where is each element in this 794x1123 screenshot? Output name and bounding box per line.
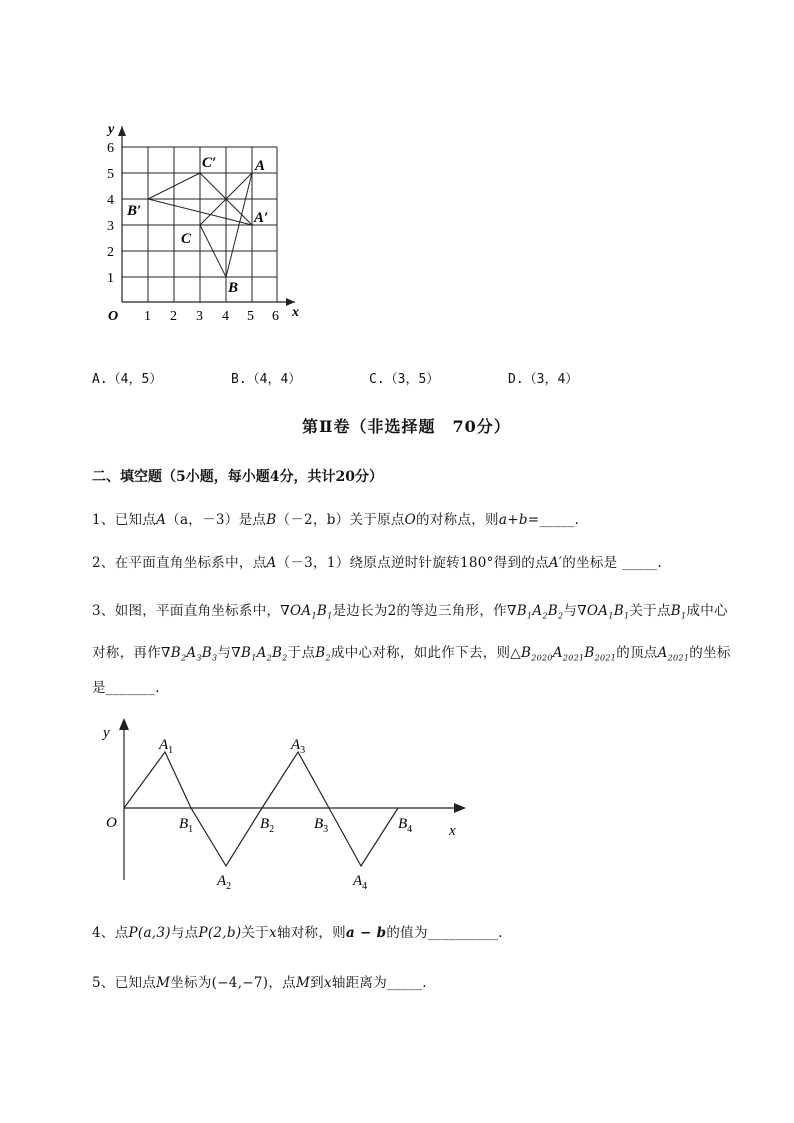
question-2: 2、在平面直角坐标系中，点A（－3，1）绕原点逆时针旋转180°得到的点A′的坐标是 _____. — [92, 555, 662, 571]
label-b4: $B_4$ — [398, 816, 413, 835]
x-tick-1: 1 — [144, 309, 151, 324]
x-tick-3: 3 — [196, 309, 203, 324]
option-a[interactable]: A.（4，5） — [92, 372, 163, 387]
x-axis-label: x — [449, 823, 456, 839]
question-5: 5、已知点M坐标为(−4,−7)，点M到x轴距离为_____. — [92, 975, 427, 991]
y-tick-4: 4 — [107, 193, 114, 208]
x-axis-label: x — [292, 305, 299, 320]
zigzag-line — [124, 752, 398, 866]
y-tick-6: 6 — [107, 141, 114, 156]
option-b[interactable]: B.（4，4） — [231, 372, 302, 387]
x-tick-5: 5 — [247, 309, 254, 324]
origin-label: O — [108, 309, 119, 324]
origin-label: O — [106, 815, 117, 831]
point-label-a-prime: A′ — [254, 210, 269, 226]
point-label-b-prime: B′ — [127, 203, 142, 219]
label-b3: $B_3$ — [314, 816, 329, 835]
question-3-line-3: 是_______. — [92, 680, 160, 696]
part-title: 第Ⅱ卷（非选择题 70分） — [302, 417, 511, 436]
question-3-line-1: 3、如图，平面直角坐标系中，$\nabla OA_1B_1$是边长为2的等边三角形，作$\nabla B_1A_2B_2$与$\nabla OA_1B_1$关于点$B_1$成中心 — [92, 603, 728, 621]
question-1: 1、已知点A（a，－3）是点B（－2，b）关于原点O的对称点，则a+b=_____. — [92, 512, 580, 528]
y-tick-5: 5 — [107, 167, 114, 182]
label-b2: $B_2$ — [260, 816, 275, 835]
label-b1: $B_1$ — [179, 816, 194, 835]
section-title: 二、填空题（5小题，每小题4分，共计20分） — [92, 469, 383, 485]
point-label-c: C — [181, 231, 192, 247]
label-a2: $A_2$ — [217, 873, 232, 892]
y-tick-2: 2 — [107, 245, 114, 260]
x-tick-2: 2 — [170, 309, 177, 324]
y-axis-label: y — [103, 725, 110, 741]
zigzag-figure — [96, 718, 476, 896]
question-3-line-2: 对称，再作$\nabla B_2A_3B_3$与$\nabla B_1A_2B_2$于点$B_2$成中心对称，如此作下去，则$\triangle B_{2020}A_{2021}B_{2021}$的顶点$A_{2021}$的坐标 — [92, 645, 731, 663]
option-d[interactable]: D.（3，4） — [508, 372, 579, 387]
question-4: 4、点P(a,3)与点P(2,b)关于x轴对称，则a − b的值为__________. — [92, 925, 503, 941]
point-label-a: A — [255, 158, 266, 174]
label-a1: $A_1$ — [159, 737, 174, 756]
point-label-b: B — [228, 280, 239, 296]
grid-figure — [96, 118, 316, 328]
y-tick-3: 3 — [107, 219, 114, 234]
y-tick-1: 1 — [107, 271, 114, 286]
option-c[interactable]: C.（3，5） — [369, 372, 440, 387]
x-tick-4: 4 — [222, 309, 229, 324]
y-axis-label: y — [108, 122, 115, 137]
label-a4: $A_4$ — [353, 873, 368, 892]
point-label-c-prime: C′ — [202, 155, 217, 171]
label-a3: $A_3$ — [291, 737, 306, 756]
x-tick-6: 6 — [272, 309, 279, 324]
